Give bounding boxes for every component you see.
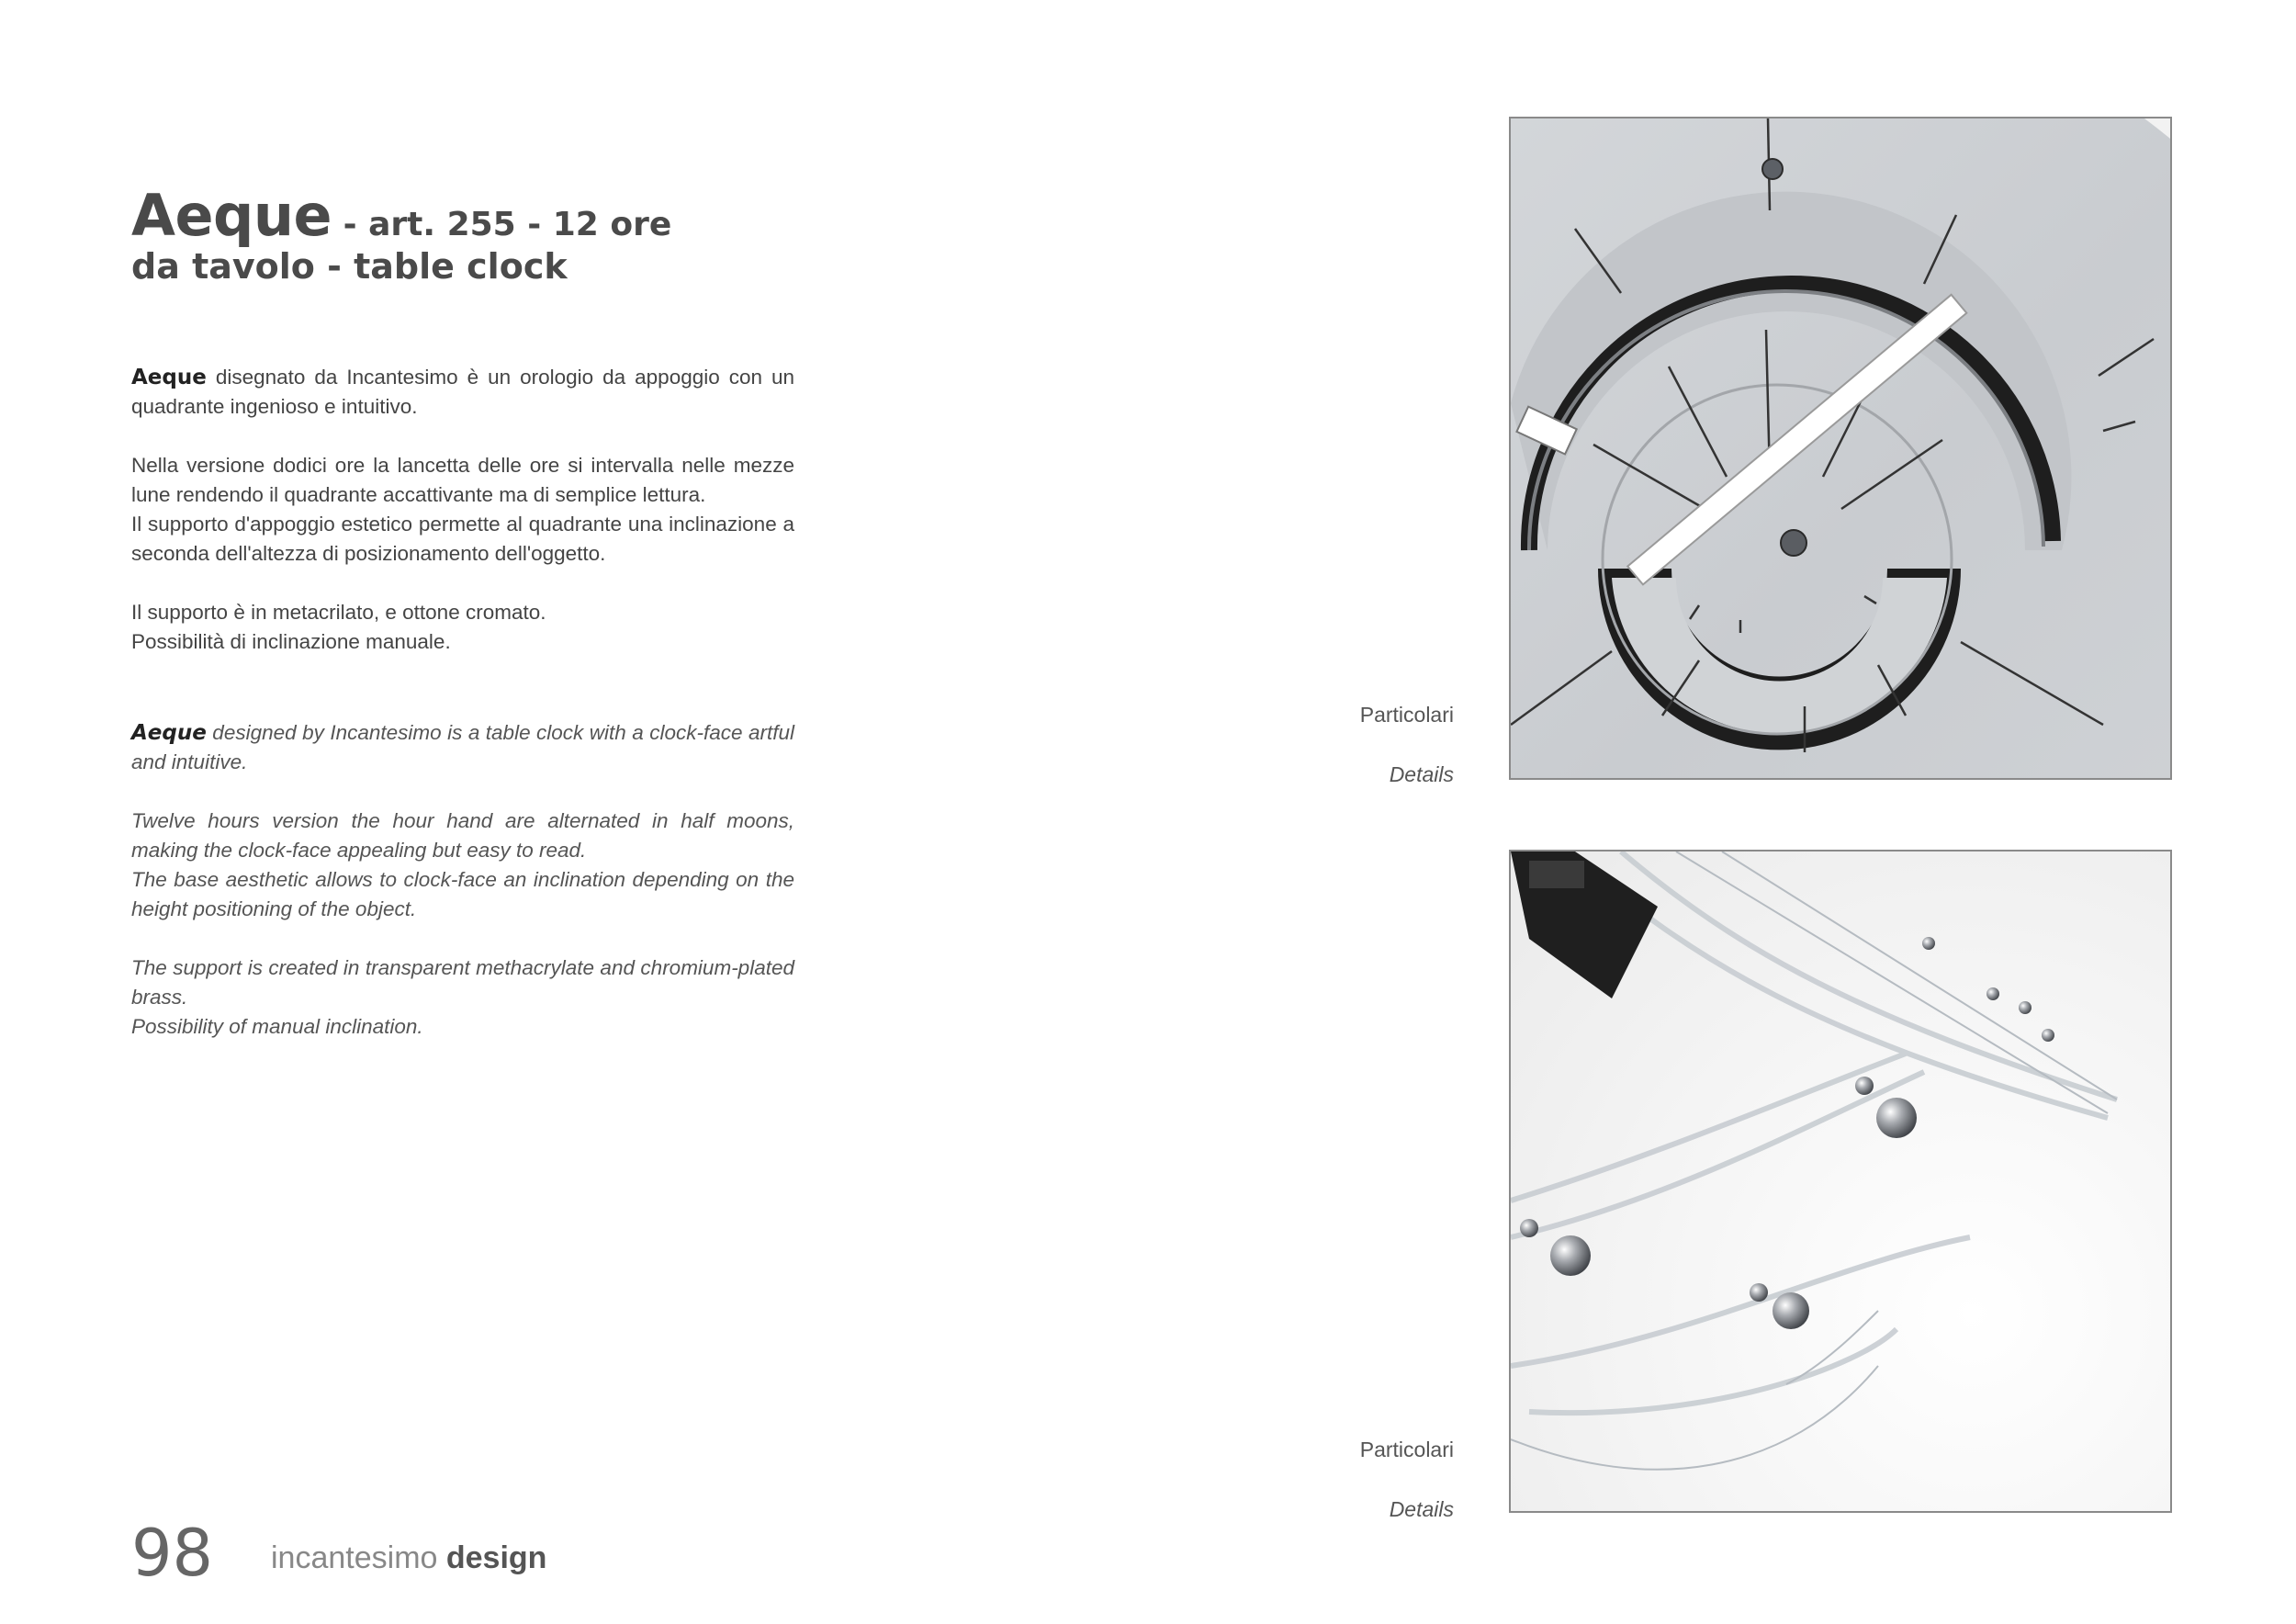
article-number: - art. 255 - 12 ore xyxy=(332,206,672,243)
caption-particolari-1: Particolari xyxy=(1359,703,1454,727)
clock-face-illustration xyxy=(1511,118,2170,778)
center-pin-icon xyxy=(1781,530,1806,556)
english-paragraph-3 xyxy=(131,953,794,1042)
italian-p5-text: Possibilità di inclinazione manuale. xyxy=(131,630,451,653)
english-p5-text: Possibility of manual inclination. xyxy=(131,1015,423,1038)
caption-particolari-2: Particolari xyxy=(1359,1438,1454,1461)
product-title xyxy=(131,182,671,249)
english-description xyxy=(131,718,794,1071)
brand-bold: design xyxy=(445,1540,547,1575)
english-lead: Aeque xyxy=(131,721,207,745)
clock-face-detail-photo xyxy=(1509,117,2172,780)
english-p4-text: The support is created in transparent methacrylate and chromium-plated brass. xyxy=(131,956,794,1009)
english-paragraph-1 xyxy=(131,718,794,777)
page-number: 98 xyxy=(131,1516,214,1591)
english-p2-text: Twelve hours version the hour hand are alternated in half moons, making the clock-face appealing but easy to read. xyxy=(131,809,794,862)
italian-paragraph-3 xyxy=(131,598,794,657)
italian-p2-text: Nella versione dodici ore la lancetta delle ore si intervalla nelle mezze lune rendendo il quadrante accattivante ma di semplice lettura. xyxy=(131,454,794,506)
brand-light: incantesimo xyxy=(271,1540,438,1575)
english-paragraph-2 xyxy=(131,806,794,924)
italian-description xyxy=(131,363,794,686)
caption-details-2: Details xyxy=(1389,1497,1454,1521)
italian-lead: Aeque xyxy=(131,366,207,389)
italian-p4-text: Il supporto è in metacrilato, e ottone cromato. xyxy=(131,601,546,624)
italian-paragraph-1 xyxy=(131,363,794,422)
italian-paragraph-2 xyxy=(131,451,794,569)
screw-icon xyxy=(1762,159,1783,179)
acrylic-stand-illustration xyxy=(1511,851,2170,1511)
caption-details-1: Details xyxy=(1389,762,1454,786)
italian-p3-text: Il supporto d'appoggio estetico permette al quadrante una inclinazione a seconda dell'altezza di posizionamento dell'oggetto. xyxy=(131,513,794,565)
english-p1-text: designed by Incantesimo is a table clock with a clock-face artful and intuitive. xyxy=(131,721,794,773)
english-p3-text: The base aesthetic allows to clock-face an inclination depending on the height positioning of the object. xyxy=(131,868,794,920)
italian-p1-text: disegnato da Incantesimo è un orologio da appoggio con un quadrante ingenioso e intuitivo. xyxy=(131,366,794,418)
product-name: Aeque xyxy=(131,182,332,249)
acrylic-stand-detail-photo xyxy=(1509,850,2172,1513)
brand-footer xyxy=(271,1540,546,1576)
product-subtitle: da tavolo - table clock xyxy=(131,246,568,287)
